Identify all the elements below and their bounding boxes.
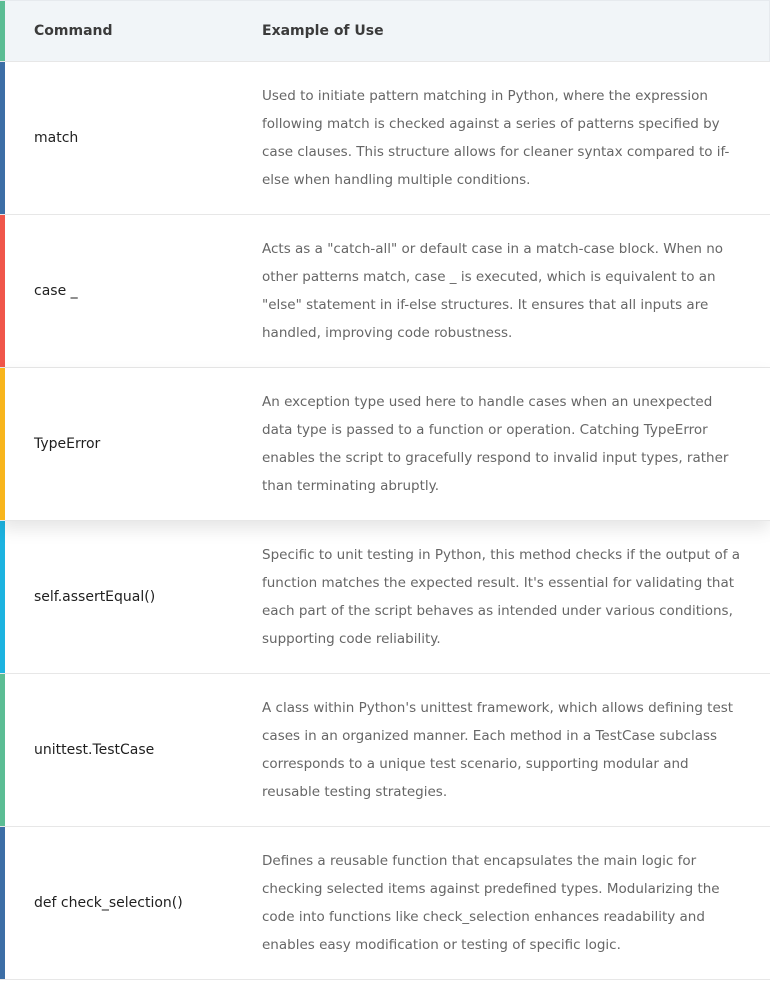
command-cell: TypeError (34, 436, 101, 452)
row-accent-bar (0, 368, 5, 520)
command-cell: match (34, 130, 79, 146)
header-example: Example of Use (262, 23, 384, 39)
command-cell: def check_selection() (34, 895, 183, 911)
command-cell: unittest.TestCase (34, 742, 155, 758)
row-accent-bar (0, 674, 5, 826)
table-row (0, 674, 770, 827)
example-cell: Acts as a "catch-all" or default case in a match-case block. When no other patterns match, case _ is executed, which is equivalent to an "else" statement in if-else structures. It ensures that all inputs are handled, improving code robustness. (262, 241, 724, 341)
command-cell: case _ (34, 283, 78, 299)
table-row (0, 215, 770, 368)
row-accent-bar (0, 827, 5, 979)
command-cell: self.assertEqual() (34, 589, 156, 605)
row-accent-bar (0, 62, 5, 214)
example-cell: Used to initiate pattern matching in Python, where the expression following match is checked against a series of patterns specified by case clauses. This structure allows for cleaner syntax compared to if-else when handling multiple conditions. (262, 88, 730, 188)
table-row (0, 521, 770, 674)
table-row (0, 62, 770, 215)
table-row (0, 827, 770, 980)
table-row (0, 368, 770, 521)
table-header (0, 0, 770, 62)
example-cell: A class within Python's unittest framework, which allows defining test cases in an organized manner. Each method in a TestCase subclass corresponds to a unique test scenario, supporting modular and reusable testing strategies. (262, 700, 734, 800)
example-cell: An exception type used here to handle cases when an unexpected data type is passed to a function or operation. Catching TypeError enables the script to gracefully respond to invalid input types, rather than terminating abruptly. (262, 394, 729, 494)
row-accent-bar (0, 215, 5, 367)
example-cell: Specific to unit testing in Python, this method checks if the output of a function matches the expected result. It's essential for validating that each part of the script behaves as intended under various conditions, supporting code reliability. (262, 547, 741, 647)
header-command: Command (34, 23, 113, 39)
row-accent-bar (0, 521, 5, 673)
header-accent-bar (0, 1, 5, 61)
example-cell: Defines a reusable function that encapsulates the main logic for checking selected items against predefined types. Modularizing the code into functions like check_selection enhances readability and enables easy modification or testing of specific logic. (262, 853, 720, 953)
